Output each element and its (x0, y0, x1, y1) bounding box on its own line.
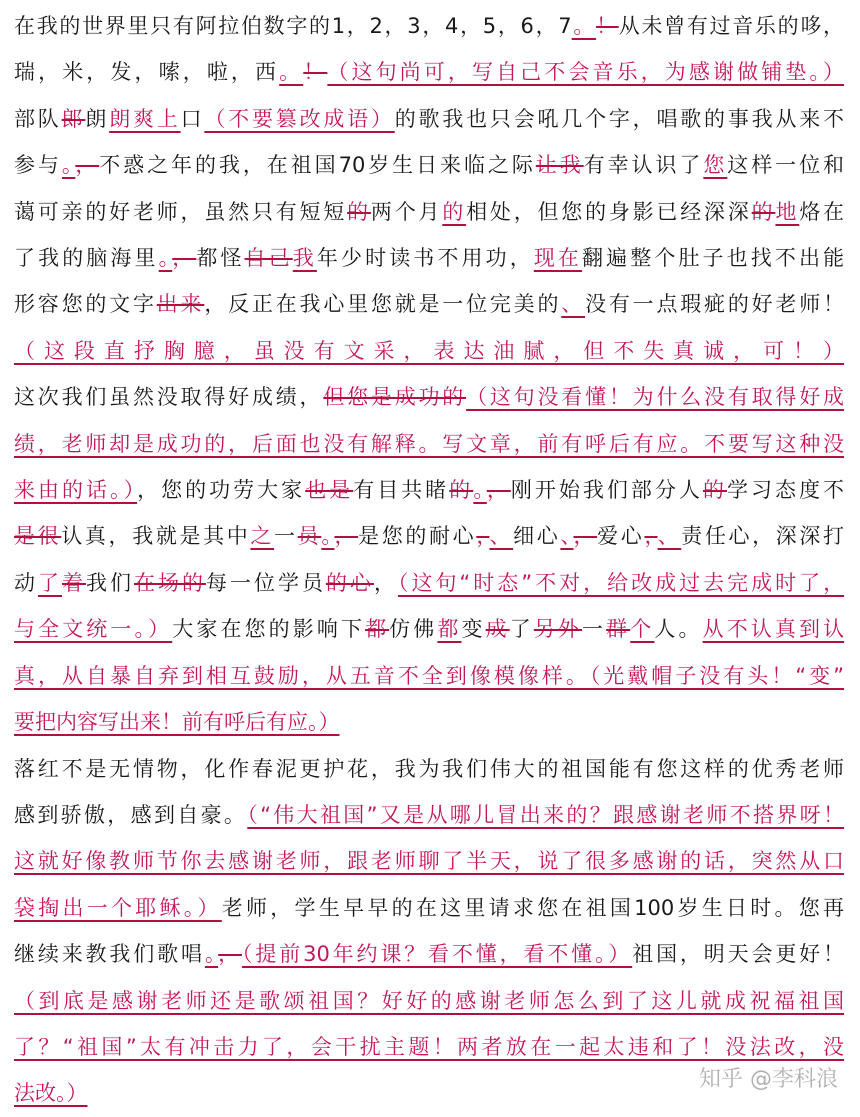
inserted-correction: 。 (473, 478, 487, 503)
text-line (14, 792, 844, 838)
deleted-text: 也是 (305, 478, 354, 503)
text-line (14, 328, 844, 374)
body-text: 烙在 (799, 199, 845, 224)
body-text: 感到骄傲，感到自豪。 (14, 802, 248, 827)
body-text: 动 (14, 570, 38, 595)
teacher-comment: （到底是感谢老师还是歌颂祖国？好好的感谢老师怎么到了这儿就成祝福祖国 (14, 988, 844, 1013)
deleted-text: 都 (365, 617, 390, 642)
body-text: 老师，学生早早的在这里请求您在祖国100岁生日时。您再 (221, 895, 844, 920)
inserted-correction: 。 (204, 942, 219, 967)
text-line (14, 978, 844, 1024)
body-text: 继续来教我们歌唱 (14, 942, 205, 967)
text-line (14, 467, 844, 513)
deleted-text: ！ (303, 60, 328, 85)
teacher-comment: 袋掏出一个耶稣。） (14, 895, 222, 920)
inserted-correction: 、 (489, 524, 514, 549)
inserted-correction: 。 (158, 246, 173, 271)
deleted-text: ， (644, 524, 658, 549)
text-line (14, 189, 844, 235)
deleted-text: 郎 (61, 106, 86, 131)
body-text: 翻遍整个肚子也找不出能 (582, 246, 845, 271)
deleted-text: 的 (751, 199, 776, 224)
body-text: 年少时读书不用功， (316, 246, 534, 271)
body-text: 仿佛 (389, 617, 438, 642)
body-text: 是您的耐心 (358, 524, 477, 549)
teacher-comment: 绩，老师却是成功的，后面也没有解释。写文章，前有呼后有应。不要写这种没 (14, 431, 844, 456)
body-text: 认真，我就是其中 (61, 524, 251, 549)
deleted-text: 着 (62, 570, 86, 595)
body-text: 相处，但您的身影已经深深 (466, 199, 752, 224)
body-text: 有幸认识了 (583, 153, 704, 178)
body-text: ，反正在我心里您就是一位完美的 (204, 292, 562, 317)
text-line (14, 235, 844, 281)
inserted-correction: 。 (321, 524, 335, 549)
body-text: 不惑之年的我，在祖国70岁生日来临之际 (99, 153, 536, 178)
teacher-comment: （这句“时态”不对，给改成过去完成时了， (397, 570, 845, 595)
teacher-comment: （不要篡改成语） (204, 106, 395, 131)
inserted-correction: 都 (437, 617, 462, 642)
body-text: 祖国，明天会更好！ (632, 942, 845, 967)
inserted-correction: 您 (703, 153, 728, 178)
body-text: 都怪 (196, 246, 245, 271)
text-line (14, 931, 844, 977)
teacher-comment: 来由的话。） (14, 478, 138, 503)
body-text: 有目共睹 (353, 478, 450, 503)
body-text: 大家在您的影响下 (172, 617, 366, 642)
deleted-text: 的 (347, 199, 371, 224)
text-line (14, 606, 844, 652)
deleted-text: ， (476, 524, 490, 549)
inserted-correction: 的 (442, 199, 467, 224)
body-text: 人。 (654, 617, 703, 642)
deleted-text: 的心 (325, 570, 374, 595)
body-text: 没有一点瑕疵的好老师！ (585, 292, 845, 317)
text-line (14, 374, 844, 420)
deleted-text: 成 (485, 617, 510, 642)
inserted-correction: 。 (61, 153, 76, 178)
body-text: 参与 (14, 153, 62, 178)
body-text: 形容您的文字 (14, 292, 157, 317)
teacher-comment: 真，从自暴自弃到相互鼓励，从五音不全到像模像样。（光戴帽子没有头！“变” (14, 663, 844, 688)
body-text: 一 (582, 617, 607, 642)
inserted-correction: 个 (630, 617, 655, 642)
inserted-correction: 我 (292, 246, 317, 271)
body-text: 每一位学员 (205, 570, 326, 595)
deleted-text: 的 (449, 478, 474, 503)
body-text: 的歌我也只会吼几个字，唱歌的事我从来不 (394, 106, 845, 131)
inserted-correction: 。 (279, 60, 304, 85)
text-line (14, 281, 844, 327)
text-line (14, 653, 844, 699)
body-text: 爱心 (597, 524, 645, 549)
deleted-text: 出来 (156, 292, 205, 317)
body-text: 两个月 (370, 199, 443, 224)
deleted-text: 是很 (14, 524, 62, 549)
text-line (14, 560, 844, 606)
deleted-text: 另外 (533, 617, 583, 642)
corrected-essay-document (14, 3, 844, 1117)
body-text: 落红不是无情物，化作春泥更护花，我为我们伟大的祖国能有您这样的优秀老师 (14, 756, 844, 781)
deleted-text: 员 (297, 524, 322, 549)
teacher-comment: （这段直抒胸臆，虽没有文采，表达油腻，但不失真诚，可！） (14, 338, 844, 363)
deleted-text: 群 (606, 617, 631, 642)
text-line (14, 513, 844, 559)
text-line (14, 838, 844, 884)
body-text: 瑞，米，发，嗦，啦，西 (14, 60, 280, 85)
watermark: 知乎 @李科浪 (699, 1067, 838, 1092)
deleted-text: ， (172, 246, 197, 271)
deleted-text: 但您是成功的 (323, 385, 467, 410)
teacher-comment: 了？“祖国”太有冲击力了，会干扰主题！两者放在一起太违和了！没法改，没 (14, 1034, 844, 1059)
inserted-correction: 、 (560, 524, 574, 549)
inserted-correction: 了 (38, 570, 62, 595)
inserted-correction: 之 (250, 524, 275, 549)
teacher-comment: 要把内容写出来！前有呼后有应。） (14, 710, 340, 735)
inserted-correction: 、 (561, 292, 586, 317)
text-line (14, 142, 844, 188)
inserted-correction: 朗爽上 (109, 106, 181, 131)
body-text: 刚开始我们部分人 (510, 478, 703, 503)
deleted-text: 在场的 (134, 570, 206, 595)
deleted-text: ， (573, 524, 598, 549)
inserted-correction: 地 (775, 199, 800, 224)
deleted-text: ， (334, 524, 359, 549)
teacher-comment: （这句没看懂！为什么没有取得好成 (466, 385, 845, 410)
text-line (14, 96, 844, 142)
body-text: 蔼可亲的好老师，虽然只有短短 (14, 199, 348, 224)
deleted-text: 自己 (244, 246, 293, 271)
deleted-text: 的 (702, 478, 727, 503)
text-line (14, 3, 844, 49)
inserted-correction: 、 (657, 524, 682, 549)
body-text: 口 (180, 106, 205, 131)
teacher-comment: 这就好像教师节你去感谢老师，跟老师聊了半天，说了很多感谢的话，突然从口 (14, 849, 844, 874)
body-text: 学习态度不 (726, 478, 845, 503)
deleted-text: ， (486, 478, 511, 503)
body-text: 朗 (85, 106, 110, 131)
body-text: 部队 (14, 106, 62, 131)
teacher-comment: 与全文统一。） (14, 617, 173, 642)
deleted-text: 让我 (535, 153, 584, 178)
text-line (14, 421, 844, 467)
body-text: ， (373, 570, 398, 595)
deleted-text: ， (218, 942, 243, 967)
text-line (14, 699, 844, 745)
teacher-comment: （这句尚可，写自己不会音乐，为感谢做铺垫。） (327, 60, 845, 85)
body-text: 变 (461, 617, 486, 642)
body-text: 了 (509, 617, 534, 642)
deleted-text: ！ (596, 14, 619, 38)
body-text: 从未曾有过音乐的哆， (618, 14, 845, 38)
text-line (14, 49, 844, 95)
teacher-comment: 法改。） (14, 1081, 88, 1106)
deleted-text: ， (75, 153, 100, 178)
inserted-correction: 。 (571, 14, 597, 38)
teacher-comment: （“伟大祖国”又是从哪儿冒出来的？跟感谢老师不搭界呀！ (247, 802, 844, 827)
inserted-correction: 现在 (533, 246, 583, 271)
teacher-comment: （提前30年约课？看不懂，看不懂。） (242, 942, 633, 967)
body-text: 了我的脑海里 (14, 246, 159, 271)
body-text: 细心 (513, 524, 561, 549)
body-text: ，您的功劳大家 (137, 478, 306, 503)
text-line (14, 885, 844, 931)
teacher-comment: 从不认真到认 (702, 617, 845, 642)
body-text: 一 (274, 524, 298, 549)
body-text: 责任心，深深打 (681, 524, 845, 549)
text-line (14, 746, 844, 792)
body-text: 在我的世界里只有阿拉伯数字的1，2，3，4，5，6，7 (14, 14, 572, 38)
body-text: 这样一位和 (727, 153, 845, 178)
body-text: 我们 (86, 570, 134, 595)
body-text: 这次我们虽然没取得好成绩， (14, 385, 324, 410)
